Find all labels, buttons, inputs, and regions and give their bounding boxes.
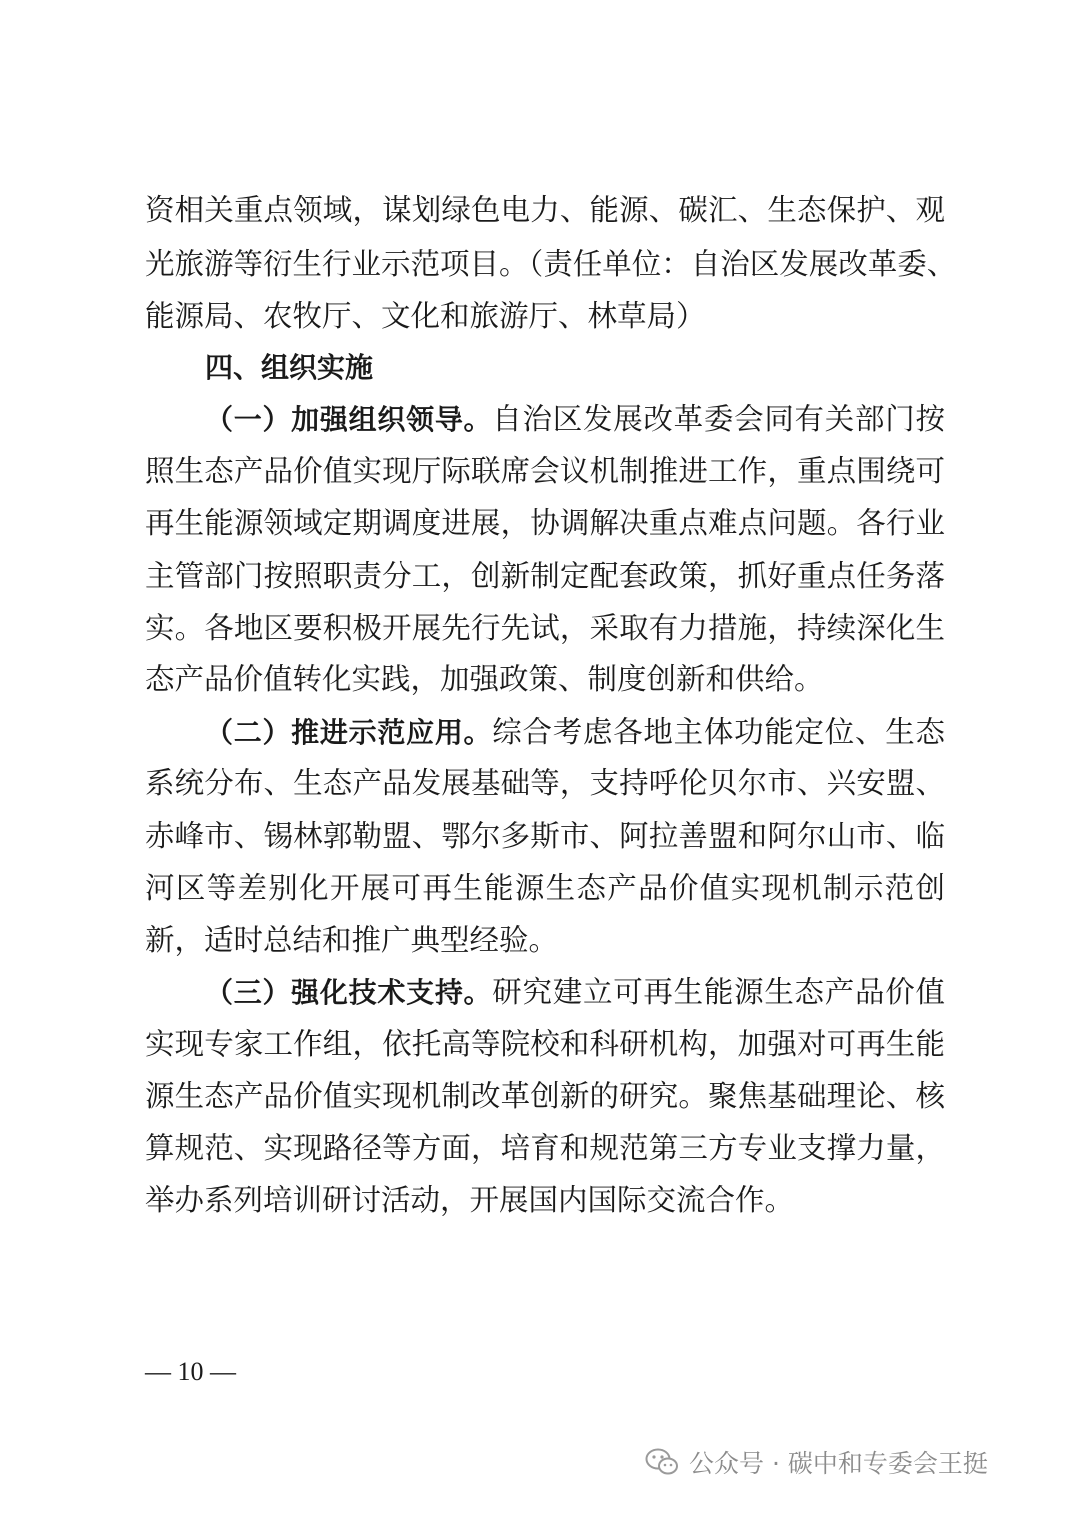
body-line: 态产品价值转化实践，加强政策、制度创新和供给。 [145,662,824,696]
body-line: 实。各地区要积极开展先行先试，采取有力措施，持续深化生 [145,611,945,645]
watermark [645,1440,988,1484]
body-line: 河区等差别化开展可再生能源生态产品价值实现机制示范创 [145,871,945,905]
watermark-text: 公众号 · 碳中和专委会王挺 [689,1449,988,1478]
wechat-icon [645,1447,679,1477]
body-line: 光旅游等衍生行业示范项目。（责任单位：自治区发展改革委、 [145,247,957,281]
subsection-first-line [205,391,945,447]
body-line: 举办系列培训研讨活动，开展国内国际交流合作。 [145,1183,795,1217]
subsection-title: （三）强化技术支持。 [205,976,493,1009]
body-line: 再生能源领域定期调度进展，协调解决重点难点问题。各行业 [145,506,945,540]
section-heading: 四、组织实施 [205,351,374,384]
subsection-title: （一）加强组织领导。 [205,403,493,436]
body-text: 研究建立可再生能源生态产品价值 [492,975,945,1009]
subsection-first-line [205,704,945,760]
body-line: 源生态产品价值实现机制改革创新的研究。聚焦基础理论、核 [145,1079,945,1113]
body-line: 照生态产品价值实现厅际联席会议机制推进工作，重点围绕可 [145,454,945,488]
subsection-title: （二）推进示范应用。 [205,716,493,749]
body-line: 能源局、农牧厅、文化和旅游厅、林草局） [145,299,706,333]
body-text: 自治区发展改革委会同有关部门按 [492,402,945,436]
body-line: 实现专家工作组，依托高等院校和科研机构，加强对可再生能 [145,1027,945,1061]
subsection-first-line [205,964,945,1020]
body-line: 资相关重点领域，谋划绿色电力、能源、碳汇、生态保护、观 [145,193,945,227]
body-line: 系统分布、生态产品发展基础等，支持呼伦贝尔市、兴安盟、 [145,766,945,800]
body-line: 赤峰市、锡林郭勒盟、鄂尔多斯市、阿拉善盟和阿尔山市、临 [145,819,945,853]
body-line: 算规范、实现路径等方面，培育和规范第三方专业支撑力量， [145,1131,945,1165]
body-line: 新，适时总结和推广典型经验。 [145,923,559,957]
body-text: 综合考虑各地主体功能定位、生态 [492,715,945,749]
page-number: — 10 — [145,1357,236,1386]
body-line: 主管部门按照职责分工，创新制定配套政策，抓好重点任务落 [145,559,945,593]
